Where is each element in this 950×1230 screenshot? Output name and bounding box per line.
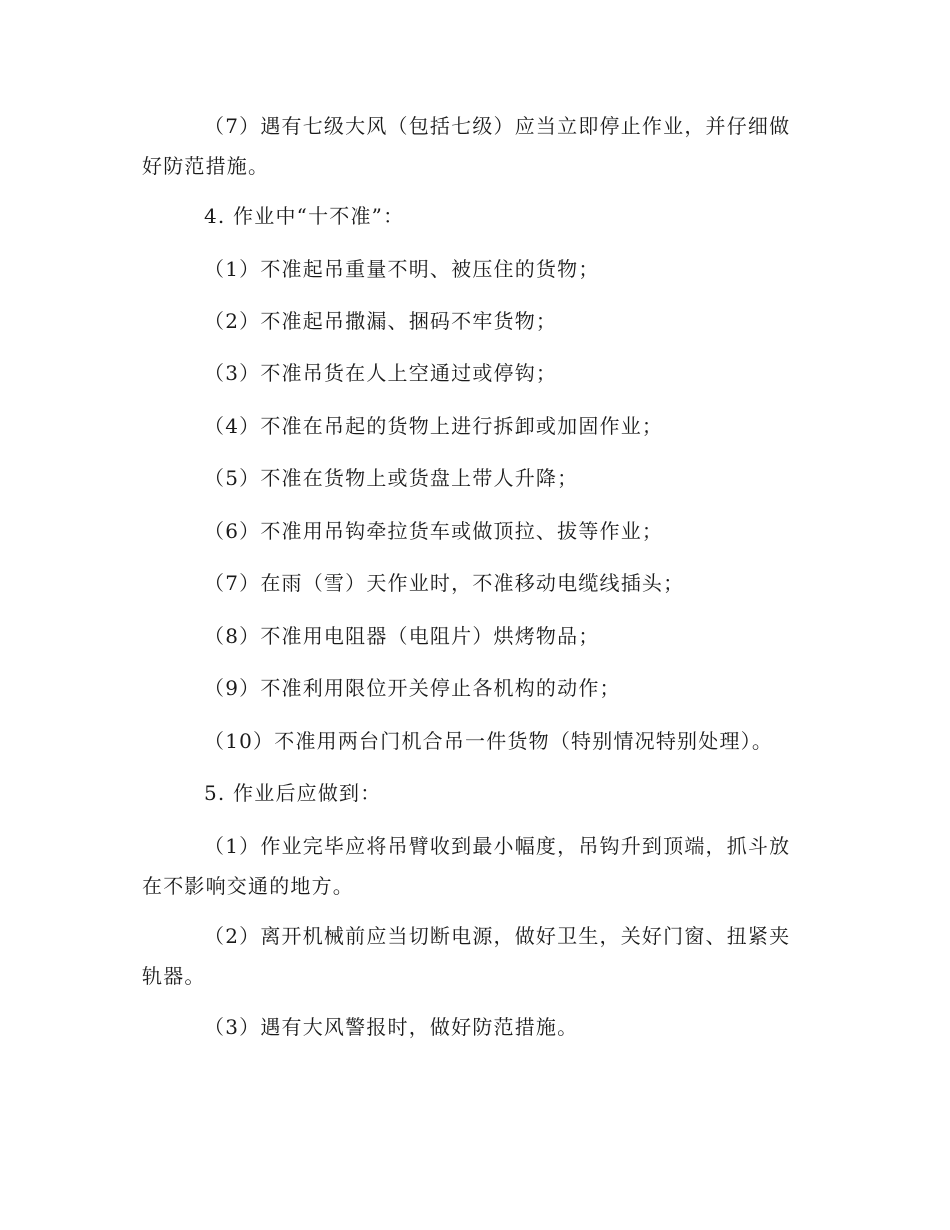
prohibition-item-2: （2）不准起吊撒漏、捆码不牢货物； bbox=[204, 309, 558, 333]
prohibition-item-7: （7）在雨（雪）天作业时，不准移动电缆线插头； bbox=[204, 571, 685, 595]
after-work-item-2: （2）离开机械前应当切断电源，做好卫生，关好门窗、扭紧夹轨器。 bbox=[142, 924, 791, 988]
heading-after-work: 5. 作业后应做到： bbox=[204, 781, 382, 805]
prohibition-item-6: （6）不准用吊钩牵拉货车或做顶拉、拔等作业； bbox=[204, 519, 664, 543]
after-work-item-1: （1）作业完毕应将吊臂收到最小幅度，吊钩升到顶端，抓斗放在不影响交通的地方。 bbox=[142, 834, 791, 898]
prohibition-item-4: （4）不准在吊起的货物上进行拆卸或加固作业； bbox=[204, 414, 664, 438]
prohibition-item-3: （3）不准吊货在人上空通过或停钩； bbox=[204, 361, 558, 385]
heading-ten-prohibitions: 4. 作业中“十不准”： bbox=[204, 204, 405, 228]
prohibition-item-9: （9）不准利用限位开关停止各机构的动作； bbox=[204, 676, 621, 700]
after-work-item-3: （3）遇有大风警报时，做好防范措施。 bbox=[204, 1015, 579, 1039]
prohibition-item-10: （10）不准用两台门机合吊一件货物（特别情况特别处理）。 bbox=[204, 729, 774, 753]
prohibition-item-5: （5）不准在货物上或货盘上带人升降； bbox=[204, 466, 579, 490]
prohibition-item-1: （1）不准起吊重量不明、被压住的货物； bbox=[204, 257, 600, 281]
prohibition-item-8: （8）不准用电阻器（电阻片）烘烤物品； bbox=[204, 624, 600, 648]
paragraph-wind-stop: （7）遇有七级大风（包括七级）应当立即停止作业，并仔细做好防范措施。 bbox=[142, 114, 791, 178]
